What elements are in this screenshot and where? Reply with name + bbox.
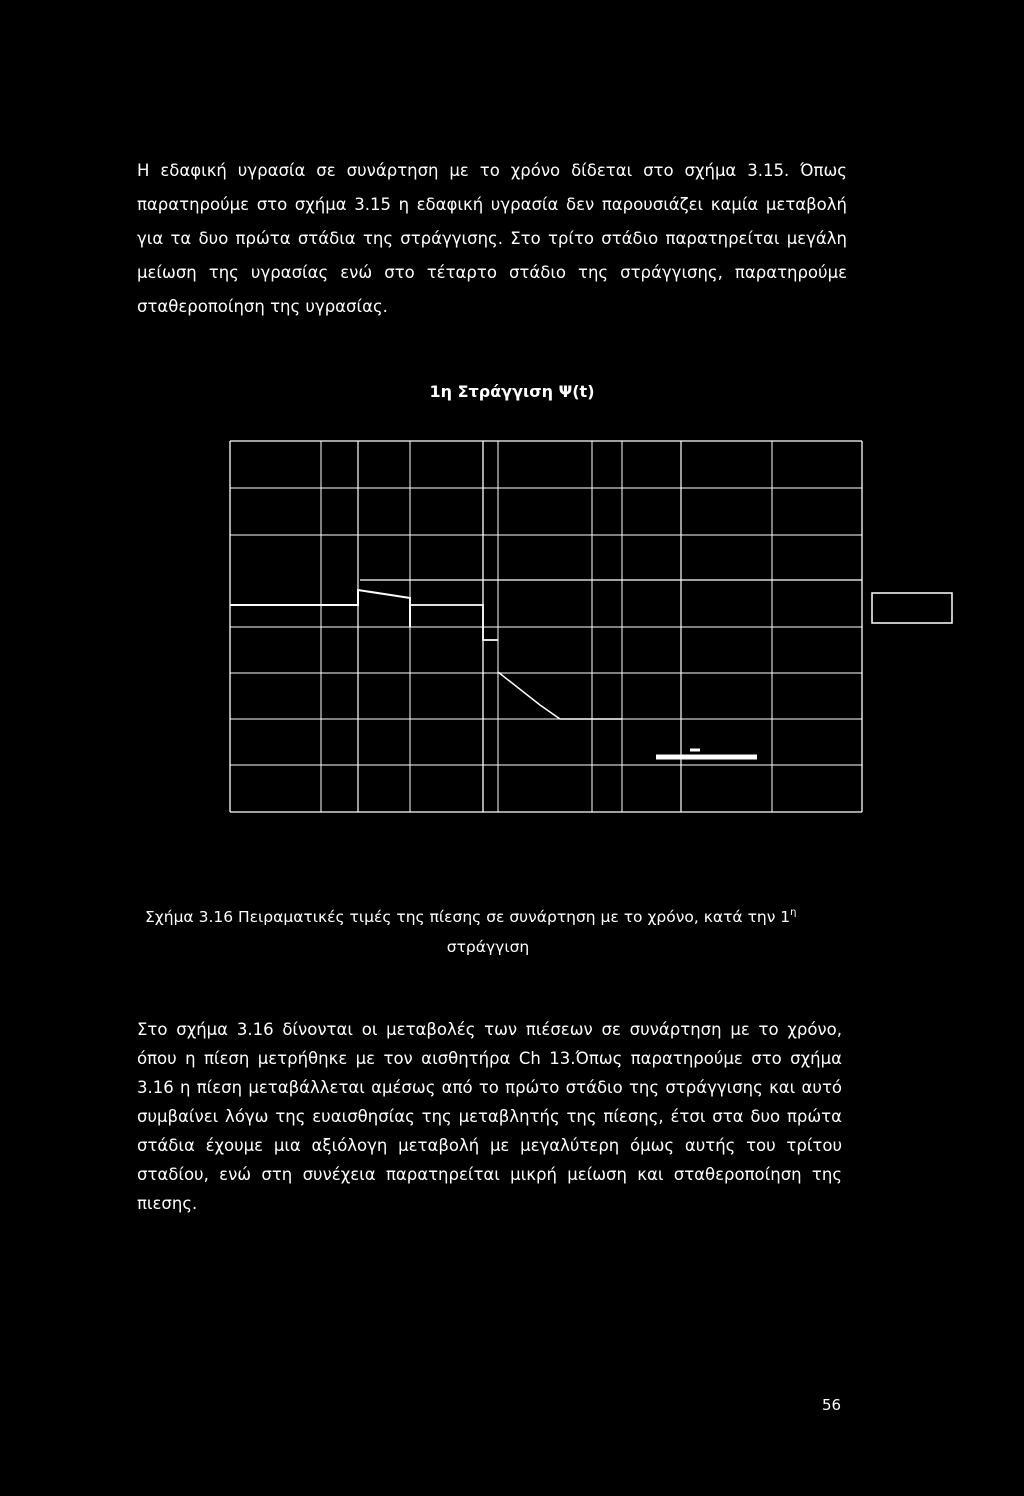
- paragraph-line: στάδια έχουμε μια αξιόλογη μεταβολή με μεγαλύτερη όμως αυτής του τρίτου: [137, 1136, 842, 1155]
- paragraph-line: 3.16 η πίεση μεταβάλλεται αμέσως από το πρώτο στάδιο της στράγγισης και αυτό: [137, 1078, 842, 1097]
- series-segment-stage2: [410, 605, 498, 640]
- chart-title: 1η Στράγγιση Ψ(t): [429, 382, 595, 401]
- paragraph-line: σταδίου, ενώ στη συνέχεια παρατηρείται μικρή μείωση και σταθεροποίηση της: [137, 1165, 842, 1184]
- page-number: 56: [822, 1396, 842, 1414]
- paragraph-line: Η εδαφική υγρασία σε συνάρτηση με το χρόνο δίδεται στο σχήμα 3.15. Όπως: [137, 161, 847, 180]
- caption-line: [137, 898, 847, 932]
- paragraph-line: πιεσης.: [137, 1194, 198, 1213]
- paragraph-pressure: [137, 1015, 842, 1218]
- paragraph-line: συμβαίνει λόγω της ευαισθησίας της μεταβλητής της πίεσης, έτσι στα δυο πρώτα: [137, 1107, 842, 1126]
- paragraph-line: μείωση της υγρασίας ενώ στο τέταρτο στάδιο της στράγγισης, παρατηρούμε: [137, 263, 847, 282]
- figure-caption: [137, 898, 847, 962]
- paragraph-line: παρατηρούμε στο σχήμα 3.15 η εδαφική υγρασία δεν παρουσιάζει καμία μεταβολή: [137, 195, 847, 214]
- caption-text: Σχήμα 3.16 Πειραματικές τιμές της πίεσης σε συνάρτηση με το χρόνο, κατά την 1: [145, 908, 791, 926]
- paragraph-line: σταθεροποίηση της υγρασίας.: [137, 297, 388, 316]
- caption-superscript: η: [790, 907, 797, 918]
- legend-box: [872, 593, 952, 623]
- paragraph-line: Στο σχήμα 3.16 δίνονται οι μεταβολές των πιέσεων σε συνάρτηση με το χρόνο,: [137, 1020, 842, 1039]
- paragraph-line: όπου η πίεση μετρήθηκε με τον αισθητήρα Ch 13.Όπως παρατηρούμε στο σχήμα: [137, 1049, 842, 1068]
- paragraph-line: για τα δυο πρώτα στάδια της στράγγισης. Στο τρίτο στάδιο παρατηρείται μεγάλη: [137, 229, 847, 248]
- series-segment-stage1: [230, 590, 410, 627]
- caption-line: στράγγιση: [446, 938, 530, 956]
- chart-gridlines: [230, 441, 862, 812]
- legend-frame: [872, 593, 952, 623]
- series-segment-stage3: [498, 672, 622, 719]
